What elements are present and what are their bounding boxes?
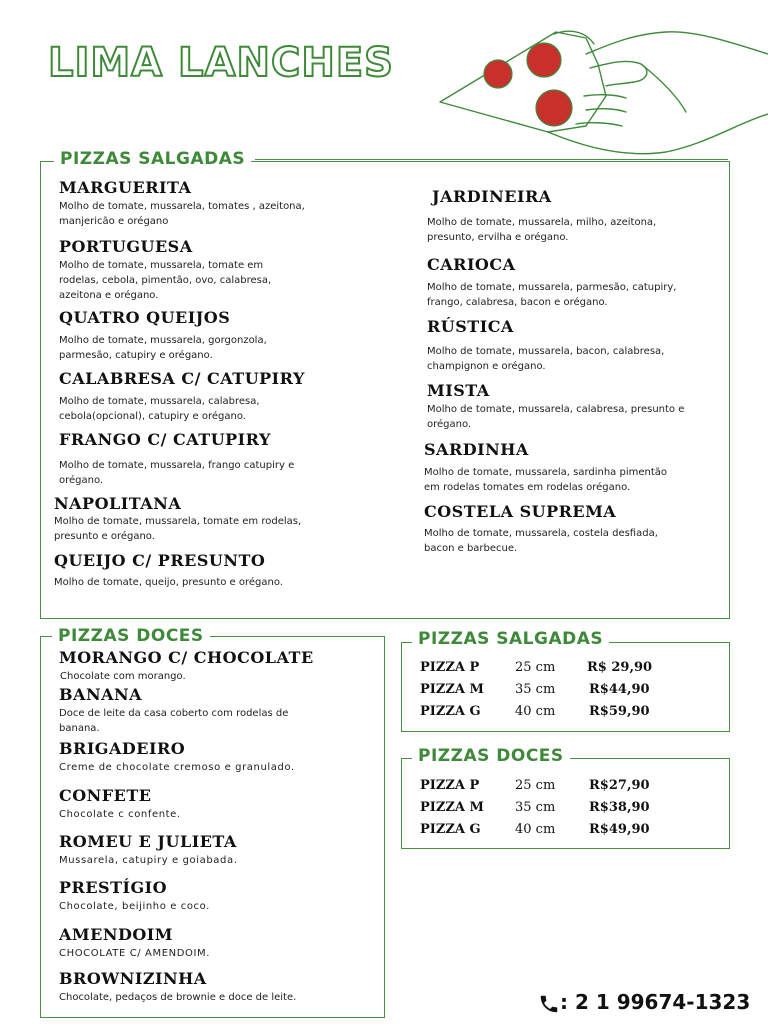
price-size: PIZZA G [420,704,481,719]
item-name: ROMEU E JULIETA [59,832,237,851]
item-desc: Mussarela, catupiry e goiabada. [59,855,238,866]
item-name: COSTELA SUPREMA [424,502,617,521]
item-name: MORANGO C/ CHOCOLATE [59,648,314,667]
item-desc: Molho de tomate, mussarela, milho, azeitona, presunto, ervilha e orégano. [427,217,657,243]
menu-item-amendoim [59,925,359,961]
item-desc: Molho de tomate, mussarela, calabresa, cebola(opcional), catupiry e orégano. [59,396,260,422]
menu-item-napolitana [54,494,316,544]
item-desc: Molho de tomate, mussarela, gorgonzola, parmesão, catupiry e orégano. [59,335,267,361]
price-row [420,778,680,800]
price-value: R$ 29,90 [587,660,653,675]
item-name: AMENDOIM [59,925,173,944]
salgadas-heading: PIZZAS SALGADAS [54,150,251,168]
menu-item-marguerita [59,178,319,229]
item-name: BROWNIZINHA [59,969,207,988]
item-name: QUEIJO C/ PRESUNTO [54,551,266,570]
item-name: SARDINHA [424,440,529,459]
price-salgadas-box [401,642,730,732]
item-name: MARGUERITA [59,178,192,197]
price-doces-rule [572,758,728,759]
menu-item-frango-catupiry [59,430,309,488]
doces-heading-rule [210,636,383,637]
item-name: JARDINEIRA [432,187,552,206]
price-size: PIZZA M [420,800,484,815]
menu-item-sardinha [424,440,684,495]
price-diameter: 35 cm [515,682,556,697]
price-salgadas-rule [612,642,728,643]
item-desc: Molho de tomate, queijo, presunto e orégano. [54,577,283,588]
item-desc: Doce de leite da casa coberto com rodelas de banana. [59,708,289,734]
price-doces-heading: PIZZAS DOCES [412,747,570,765]
item-name: PORTUGUESA [59,237,193,256]
menu-item-rustica [427,317,677,374]
menu-item-prestigio [59,878,359,914]
menu-item-banana [59,685,309,736]
item-name: QUATRO QUEIJOS [59,308,231,327]
item-desc: Chocolate, pedaços de brownie e doce de leite. [59,992,297,1003]
item-desc: CHOCOLATE C/ AMENDOIM. [59,948,211,959]
item-name: CONFETE [59,786,152,805]
menu-item-morango-chocolate [59,648,359,684]
price-size: PIZZA M [420,682,484,697]
price-value: R$49,90 [589,822,650,837]
price-diameter: 35 cm [515,800,556,815]
item-name: PRESTÍGIO [59,878,168,897]
price-diameter: 25 cm [515,778,556,793]
item-name: FRANGO C/ CATUPIRY [59,430,271,449]
price-size: PIZZA P [420,660,480,675]
price-size: PIZZA G [420,822,481,837]
item-desc: Molho de tomate, mussarela, tomate em rodelas, cebola, pimentão, ovo, calabresa, azeitona e orégano. [59,260,272,301]
price-row [420,800,680,822]
menu-item-mista [427,381,697,432]
pizza-slice-hand-icon [436,24,768,164]
doces-heading: PIZZAS DOCES [52,627,210,645]
menu-item-calabresa-catupiry [59,369,305,424]
menu-item-queijo-presunto [54,551,354,590]
item-desc: Creme de chocolate cremoso e granulado. [59,762,295,773]
price-value: R$44,90 [589,682,650,697]
item-desc: Molho de tomate, mussarela, costela desfiada, bacon e barbecue. [424,528,658,554]
item-name: NAPOLITANA [54,494,182,513]
item-desc: Molho de tomate, mussarela, bacon, calabresa, champignon e orégano. [427,346,665,372]
item-desc: Molho de tomate, mussarela, calabresa, presunto e orégano. [427,404,685,430]
item-desc: Chocolate, beijinho e coco. [59,901,210,912]
item-name: MISTA [427,381,490,400]
price-row [420,682,680,704]
menu-item-confete [59,786,359,822]
item-name: BRIGADEIRO [59,739,186,758]
price-salgadas-heading: PIZZAS SALGADAS [412,630,609,648]
menu-item-carioca [427,255,687,310]
salgadas-heading-rule [255,159,728,160]
item-desc: Molho de tomate, mussarela, tomates , azeitona, manjericão e orégano [59,201,305,227]
menu-item-brigadeiro [59,739,369,775]
price-row [420,660,680,682]
item-name: CARIOCA [427,255,516,274]
item-desc: Molho de tomate, mussarela, tomate em rodelas, presunto e orégano. [54,516,302,542]
price-size: PIZZA P [420,778,480,793]
menu-item-jardineira [427,187,677,245]
contact-phone [538,990,750,1015]
menu-item-romeu-julieta [59,832,359,868]
price-diameter: 25 cm [515,660,556,675]
phone-number[interactable]: : 2 1 99674-1323 [560,990,751,1014]
item-name: BANANA [59,685,143,704]
item-desc: Molho de tomate, mussarela, frango catupiry e orégano. [59,460,295,486]
menu-item-brownizinha [59,969,369,1005]
price-diameter: 40 cm [515,822,556,837]
menu-item-quatro-queijos [59,308,289,363]
item-desc: Molho de tomate, mussarela, parmesão, catupiry, frango, calabresa, bacon e orégano. [427,282,677,308]
price-row [420,704,680,726]
price-doces-box [401,758,730,849]
item-desc: Molho de tomate, mussarela, sardinha pimentão em rodelas tomates em rodelas orégano. [424,467,668,493]
phone-icon [538,993,560,1015]
item-name: RÚSTICA [427,317,514,336]
price-diameter: 40 cm [515,704,556,719]
item-desc: Chocolate c confente. [59,809,181,820]
price-value: R$38,90 [589,800,650,815]
menu-item-costela-suprema [424,502,684,556]
item-name: CALABRESA C/ CATUPIRY [59,369,305,388]
price-row [420,822,680,844]
price-value: R$27,90 [589,778,650,793]
menu-item-portuguesa [59,237,289,303]
item-desc: Chocolate com morango. [60,671,186,682]
price-value: R$59,90 [589,704,650,719]
page-title: LIMA LANCHES [48,40,394,86]
